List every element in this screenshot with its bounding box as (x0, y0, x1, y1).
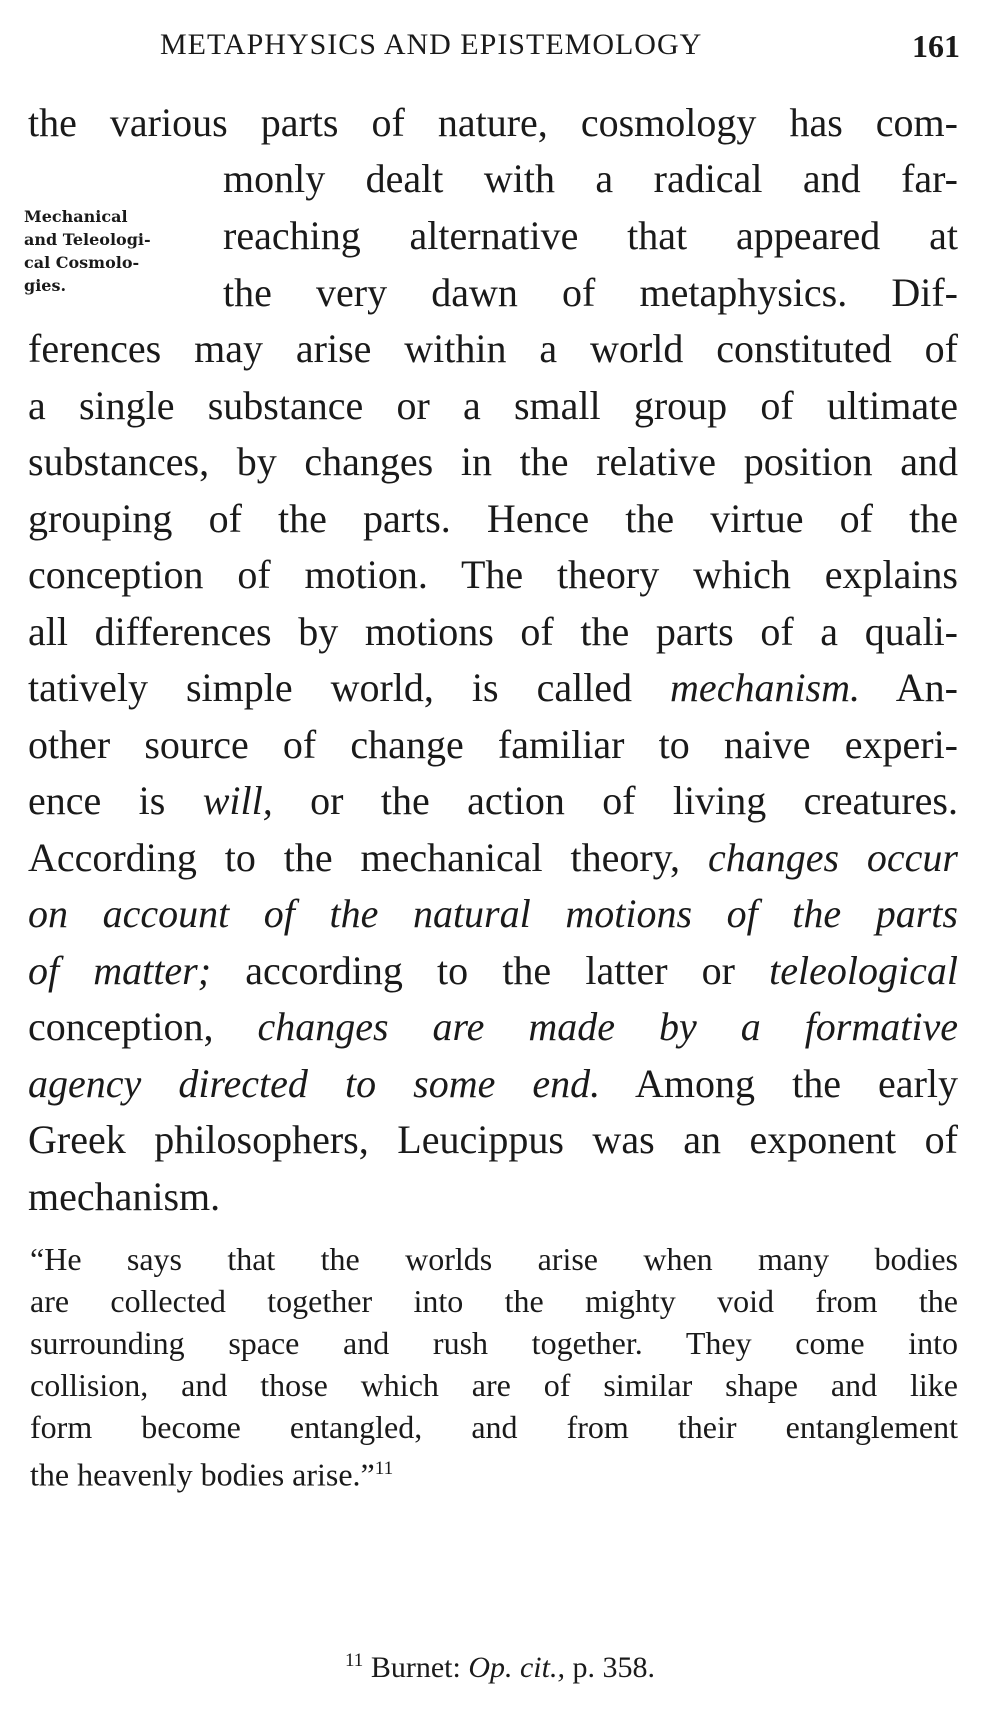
margin-note-line: and Teleologi- (24, 230, 151, 249)
text-segment: tatively simple world, is called (28, 665, 671, 710)
footnote-reference: 11 (374, 1458, 394, 1479)
text-segment: substances, by changes in the relative position and (28, 439, 958, 484)
body-line (28, 1055, 958, 1113)
running-title: METAPHYSICS AND EPISTEMOLOGY (160, 28, 703, 61)
block-quote-line (30, 1406, 958, 1448)
text-segment: teleological (769, 948, 958, 993)
block-quote-line (30, 1280, 958, 1322)
text-segment: An- (860, 665, 959, 710)
block-quote-line (30, 1238, 958, 1280)
text-segment: other source of change familiar to naive experi- (28, 722, 958, 767)
text-segment: Greek philosophers, Leucippus was an exponent of (28, 1117, 958, 1162)
body-line (28, 94, 958, 152)
body-line (28, 433, 958, 491)
text-segment: on account of the natural motions of the parts (28, 891, 958, 936)
text-segment: monly dealt with a radical and far- (223, 156, 958, 201)
block-quote-line (30, 1364, 958, 1406)
body-line (28, 885, 958, 943)
margin-note-line: Mechanical (24, 207, 128, 226)
footnote-page: p. 358. (572, 1651, 655, 1684)
text-segment: conception, (28, 1004, 258, 1049)
body-line (28, 998, 958, 1056)
quote-segment: “He says that the worlds arise when many bodies (30, 1241, 958, 1277)
text-segment: a single substance or a small group of ultimate (28, 383, 958, 428)
body-line (28, 1111, 958, 1169)
margin-note-line: cal Cosmolo- (24, 253, 140, 272)
margin-note-line: gies. (24, 276, 67, 295)
text-segment: of matter; (28, 948, 212, 993)
quote-segment: form become entangled, and from their entanglement (30, 1409, 958, 1445)
text-segment: the various parts of nature, cosmology has com- (28, 100, 958, 145)
text-segment: will, (202, 778, 273, 823)
text-segment: conception of motion. The theory which explains (28, 552, 958, 597)
text-segment: mechanism. (28, 1174, 221, 1219)
text-segment: According to the mechanical theory, (28, 835, 708, 880)
margin-note (24, 205, 204, 297)
body-line (28, 490, 958, 548)
quote-segment: surrounding space and rush together. They come into (30, 1325, 958, 1361)
text-segment: ferences may arise within a world constituted of (28, 326, 958, 371)
footnote-work: Op. cit., (468, 1651, 565, 1684)
page-number: 161 (912, 28, 960, 64)
quote-segment: collision, and those which are of similar shape and like (30, 1367, 958, 1403)
text-segment: all differences by motions of the parts of a quali- (28, 609, 958, 654)
text-segment: grouping of the parts. Hence the virtue of the (28, 496, 958, 541)
page-header (160, 28, 960, 78)
footnote-marker: 11 (345, 1650, 364, 1671)
body-line (28, 1168, 958, 1226)
body-line (223, 207, 958, 265)
body-line (28, 829, 958, 887)
text-segment: ence is (28, 778, 203, 823)
body-line (28, 942, 958, 1000)
quote-segment: are collected together into the mighty void from the (30, 1283, 958, 1319)
body-line (28, 772, 958, 830)
text-segment: agency directed to some end. (28, 1061, 601, 1106)
footnote (0, 1650, 1000, 1685)
body-line (28, 320, 958, 378)
text-segment: mechanism. (670, 665, 861, 710)
body-line (223, 264, 958, 322)
footnote-author: Burnet: (370, 1651, 461, 1684)
text-segment: changes occur (707, 835, 958, 880)
block-quote-line (30, 1322, 958, 1364)
body-line (28, 716, 958, 774)
text-segment: according to the latter or (211, 948, 770, 993)
body-line (28, 659, 958, 717)
quote-segment: the heavenly bodies arise.” (30, 1456, 375, 1493)
text-segment: the very dawn of metaphysics. Dif- (223, 270, 958, 315)
text-segment: changes are made by a formative (257, 1004, 958, 1049)
text-segment: or the action of living creatures. (272, 778, 958, 823)
body-line (28, 377, 958, 435)
body-line (28, 603, 958, 661)
block-quote-line (30, 1448, 958, 1496)
text-segment: Among the early (600, 1061, 958, 1106)
body-line (223, 150, 958, 208)
body-line (28, 546, 958, 604)
text-segment: reaching alternative that appeared at (223, 213, 958, 258)
